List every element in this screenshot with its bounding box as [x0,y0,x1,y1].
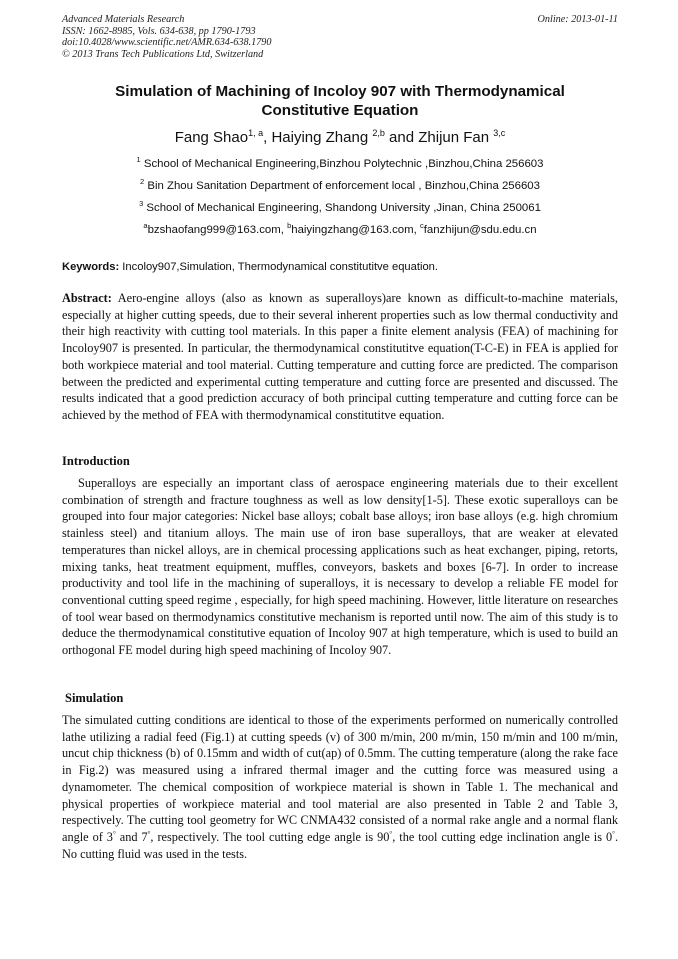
simulation-text: The simulated cutting conditions are identical to those of the experiments performed on numerically controlled lathe utilizing a radial feed (Fig.1) at cutting speeds (v) of 300 m/min, 200 m/min, 150 m/min and 100 m/min, uncut chip thickness (b) of 0.15mm and width of cut(ap) of 0.5mm. The cutting temperature (along the rake face in Fig.2) was measured using a infrared thermal imager and the cutting force was measured using a dynamometer. The chemical composition of workpiece material is shown in Table 1. The mechanical and physical properties of workpiece material and tool material are also presented in Table 2 and Table 3, respectively. The cutting tool geometry for WC CNMA432 consisted of a normal rake angle and a normal flank angle of 3 [62,713,618,844]
abstract-label: Abstract: [62,291,112,305]
title-line-1: Simulation of Machining of Incoloy 907 with Thermodynamical [115,83,565,100]
author-list [62,129,618,147]
journal-header [62,14,618,60]
simulation-text: , respectively. The tool cutting edge angle is 90 [150,829,390,844]
email-text: bzshaofang999@163.com, [147,224,288,236]
author-separator: and [384,129,419,146]
affiliation-3 [62,201,618,215]
affiliation-text: School of Mechanical Engineering, Shandong University ,Jinan, China 250061 [143,202,541,214]
affiliation-mark: 3 [139,199,144,208]
paper-title [62,82,618,120]
introduction-paragraph: Superalloys are especially an important class of aerospace engineering materials due to their excellent combination of strength and fracture toughness as well as low density[1-5]. These exotic superalloys can be grouped into four major categories: Nickel base alloys; cobalt base alloys; iron base alloys (e.g. high chromium stainless steel) and titanium alloys. The main use of iron base superalloys, that are weaker at elevated temperatures than nickel alloys, are in chemical processing applications such as heat exchanger, piping, retorts, mixing tanks, heat treatment equipment, muffles, conveyors, baskets and boxes [6-7]. In order to increase productivity and tool life in the machining of superalloys, it is necessary to develop a reliable FE model for conventional cutting speed regime , especially, for high speed machining. However, little literature on researches of tool wear based on thermodynamics constitutive mechanism is reported until now. The aim of this study is to deduce the thermodynamical constitutive equation of Incoloy 907 at high temperature, which is used to build an orthogonal FE model during high speed machining of Incoloy 907. [62,476,618,658]
abstract [62,290,618,424]
email-text: fanzhijun@sdu.edu.cn [423,224,537,236]
email-text: haiyingzhang@163.com, [291,224,420,236]
journal-name: Advanced Materials Research [62,14,185,25]
affiliation-2 [62,179,618,193]
affiliation-1 [62,157,618,171]
simulation-heading: Simulation [65,691,124,705]
email-mark: b [287,221,292,230]
simulation-text: . No cutting fluid was used in the tests. [62,829,619,861]
author-separator: , [263,129,272,146]
author-affiliation-mark: 3,c [493,128,506,138]
author-affiliation-mark: 2,b [372,128,385,138]
doi-line: doi:10.4028/www.scientific.net/AMR.634-638.1790 [62,37,272,49]
affiliation-text: School of Mechanical Engineering,Binzhou Polytechnic ,Binzhou,China 256603 [140,158,544,170]
keywords-label: Keywords: [62,261,120,273]
degree-mark: ° [612,829,615,838]
copyright-line: © 2013 Trans Tech Publications Ltd, Switzerland [62,48,264,60]
degree-mark: ° [389,829,393,838]
email-mark: a [143,221,148,230]
author-name: Haiying Zhang [271,129,373,146]
author-affiliation-mark: 1, a [248,128,264,138]
affiliation-mark: 1 [136,155,141,164]
issn-line: ISSN: 1662-8985, Vols. 634-638, pp 1790-1793 [62,25,256,37]
title-line-2: Constitutive Equation [261,102,419,119]
simulation-paragraph [62,712,618,862]
simulation-text: and 7 [115,829,148,844]
simulation-text: , the tool cutting edge inclination angle is 0 [392,829,613,844]
affiliation-text: Bin Zhou Sanitation Department of enforcement local , Binzhou,China 256603 [144,180,540,192]
affiliation-mark: 2 [140,177,145,186]
abstract-text: Aero-engine alloys (also as known as superalloys)are known as difficult-to-machine materials, especially at higher cutting speeds, due to their several inherent properties such as low thermal conductivity and their high reactivity with cutting tool materials. In this paper a finite element analysis (FEA) of machining for Incoloy907 is presented. In particular, the thermodynamical constitutitve equation(T-C-E) in FEA is applied for both workpiece material and tool material. Cutting temperature and cutting force are predicted. The comparison between the predicted and experimental cutting temperature and cutting force are presented and discussed. The results indicated that a good prediction accuracy of both principal cutting temperature and cutting force can be achieved by the method of FEA with thermodynamical constitutitve equation. [62,291,618,422]
introduction-heading: Introduction [62,454,130,468]
degree-mark: ° [112,829,116,838]
online-date: Online: 2013-01-11 [537,14,618,25]
degree-mark: ° [147,829,151,838]
keywords-text: Incoloy907,Simulation, Thermodynamical constitutitve equation. [119,261,439,273]
author-name: Fang Shao [174,129,249,146]
author-name: Zhijun Fan [418,129,494,146]
email-mark: c [419,221,424,230]
author-emails [62,223,618,237]
keywords [62,260,618,274]
